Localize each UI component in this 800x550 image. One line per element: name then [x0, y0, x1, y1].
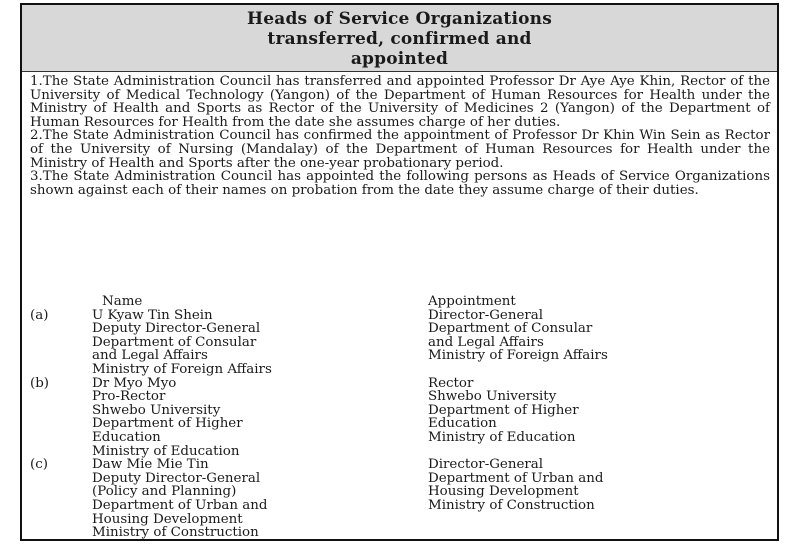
entry-appointment-line: Department of Higher: [428, 402, 579, 418]
entry-appointment-line: and Legal Affairs: [428, 334, 544, 350]
entry-row: [30, 526, 770, 540]
entry-current-post-line: Department of Consular: [92, 334, 257, 350]
paragraph-2: 2.The State Administration Council has confirmed the appointment of Professor Dr Khin Win Sein as Rector of the University of Nursing (Mandalay) of the Department of Human Resources for Health under the Ministry of Health and Sports after the one-year probationary period.: [30, 128, 770, 171]
entry-person-name: Dr Myo Myo: [92, 375, 177, 391]
entry-row: [30, 458, 770, 472]
paragraph-3: 3.The State Administration Council has appointed the following persons as Heads of Service Organizations shown against each of their names on probation from the date they assume charge of their duties.: [30, 169, 770, 198]
entry-current-post-line: Department of Urban and: [92, 497, 268, 513]
entry-current-post-line: Education: [92, 429, 161, 445]
entry-current-post-line: Ministry of Foreign Affairs: [92, 361, 272, 377]
entry-row: [30, 349, 770, 363]
entry-row: [30, 485, 770, 499]
entry-appointment-line: Rector: [428, 375, 474, 391]
article-box: [20, 3, 779, 541]
entry-row: [30, 499, 770, 513]
appointments-list: [30, 295, 770, 540]
paragraph-1: 1.The State Administration Council has transferred and appointed Professor Dr Aye Aye Khin, Rector of the University of Medical Technology (Yangon) of the Department of Human Resources for Health under the Ministry of Health and Sports as Rector of the University of Medicines 2 (Yangon) of the Department of Human Resources for Health from the date she assumes charge of her duties.: [30, 74, 770, 130]
column-name-heading: Name: [102, 294, 143, 309]
entry-appointment-line: Education: [428, 416, 497, 432]
entry-appointment-line: Department of Urban and: [428, 470, 604, 486]
entry-appointment-line: Ministry of Construction: [428, 497, 595, 513]
entry-row: [30, 431, 770, 445]
entry-current-post-line: Shwebo University: [92, 402, 221, 418]
entry-appointment-line: Shwebo University: [428, 389, 557, 405]
entry-appointment-line: Ministry of Education: [428, 429, 576, 445]
entry-current-post-line: Ministry of Education: [92, 443, 240, 459]
entry-current-post-line: Deputy Director-General: [92, 321, 261, 337]
entry-row: [30, 417, 770, 431]
column-appointment-heading: Appointment: [428, 294, 516, 309]
entry-row: [30, 390, 770, 404]
entry-current-post-line: Deputy Director-General: [92, 470, 261, 486]
entry-current-post-line: (Policy and Planning): [92, 484, 237, 500]
entry-label: (a): [30, 307, 49, 323]
entry-person-name: Daw Mie Mie Tin: [92, 457, 209, 473]
entry-appointment-line: Director-General: [428, 307, 544, 323]
entry-row: [30, 513, 770, 527]
entry-appointment-line: Director-General: [428, 457, 544, 473]
entry-row: [30, 377, 770, 391]
entry-row: [30, 309, 770, 323]
entry-appointment-line: Housing Development: [428, 484, 579, 500]
entry-current-post-line: Pro-Rector: [92, 389, 166, 405]
headline-line-3: appointed: [350, 49, 449, 69]
entry-person-name: U Kyaw Tin Shein: [92, 307, 213, 323]
entry-row: [30, 445, 770, 459]
entry-appointment-line: Ministry of Foreign Affairs: [428, 348, 608, 364]
entry-label: (b): [30, 375, 50, 391]
entry-row: [30, 336, 770, 350]
article-body: [30, 75, 770, 197]
headline-banner: [22, 5, 777, 72]
entry-current-post-line: Department of Higher: [92, 416, 243, 432]
entry-row: [30, 363, 770, 377]
entry-current-post-line: and Legal Affairs: [92, 348, 208, 364]
headline-line-2: transferred, confirmed and: [267, 29, 532, 49]
headline-line-1: Heads of Service Organizations: [246, 9, 553, 29]
entry-row: [30, 404, 770, 418]
entry-current-post-line: Ministry of Construction: [92, 525, 259, 541]
entry-row: [30, 472, 770, 486]
entry-row: [30, 322, 770, 336]
entry-appointment-line: Department of Consular: [428, 321, 593, 337]
column-header-row: [30, 295, 770, 309]
entry-current-post-line: Housing Development: [92, 511, 243, 527]
entry-label: (c): [30, 457, 48, 473]
